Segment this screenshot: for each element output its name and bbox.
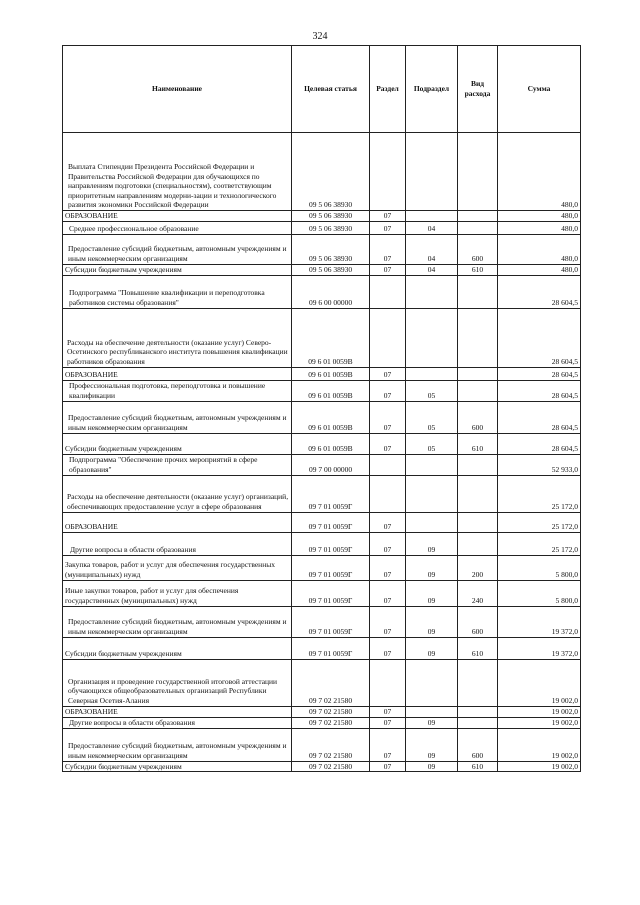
row-expense-type: 610 bbox=[458, 761, 498, 772]
row-name: Закупка товаров, работ и услуг для обеспечения государственных (муниципальных) нужд bbox=[63, 555, 292, 580]
row-name: Предоставление субсидий бюджетным, автономным учреждениям и иным некоммерческим организациям bbox=[63, 728, 292, 761]
row-sum: 28 604,5 bbox=[498, 308, 581, 367]
table-row bbox=[63, 637, 581, 659]
header-section: Раздел bbox=[370, 46, 406, 133]
row-sum: 19 372,0 bbox=[498, 606, 581, 637]
row-target: 09 6 01 0059В bbox=[292, 401, 370, 433]
table-row bbox=[63, 512, 581, 532]
row-name: Подпрограмма "Повышение квалификации и переподготовка работников системы образования" bbox=[63, 275, 292, 308]
row-target: 09 7 02 21580 bbox=[292, 728, 370, 761]
row-name: Среднее профессиональное образование bbox=[63, 221, 292, 234]
row-subsection bbox=[406, 133, 458, 211]
table-row bbox=[63, 367, 581, 380]
row-name: Субсидии бюджетным учреждениям bbox=[63, 761, 292, 772]
header-target: Целевая статья bbox=[292, 46, 370, 133]
table-row bbox=[63, 211, 581, 222]
row-expense-type: 600 bbox=[458, 401, 498, 433]
row-sum: 28 604,5 bbox=[498, 433, 581, 454]
row-name: Другие вопросы в области образования bbox=[63, 532, 292, 555]
row-section: 07 bbox=[370, 211, 406, 222]
row-sum: 480,0 bbox=[498, 133, 581, 211]
row-sum: 28 604,5 bbox=[498, 380, 581, 401]
row-name: Предоставление субсидий бюджетным, автономным учреждениям и иным некоммерческим организациям bbox=[63, 234, 292, 264]
row-subsection bbox=[406, 659, 458, 706]
row-subsection: 09 bbox=[406, 606, 458, 637]
row-subsection bbox=[406, 275, 458, 308]
row-subsection bbox=[406, 454, 458, 475]
row-target: 09 7 02 21580 bbox=[292, 659, 370, 706]
table-row bbox=[63, 133, 581, 211]
row-expense-type bbox=[458, 211, 498, 222]
table-row bbox=[63, 433, 581, 454]
page-number: 324 bbox=[312, 31, 328, 42]
table-header-row bbox=[63, 46, 581, 133]
table-row bbox=[63, 264, 581, 275]
header-subsection: Подраздел bbox=[406, 46, 458, 133]
row-subsection: 09 bbox=[406, 717, 458, 728]
row-sum: 25 172,0 bbox=[498, 475, 581, 512]
row-target: 09 7 01 0059Г bbox=[292, 512, 370, 532]
row-subsection: 05 bbox=[406, 433, 458, 454]
row-name: Субсидии бюджетным учреждениям bbox=[63, 433, 292, 454]
row-section: 07 bbox=[370, 555, 406, 580]
table-row bbox=[63, 606, 581, 637]
row-sum: 19 002,0 bbox=[498, 706, 581, 717]
row-name: Иные закупки товаров, работ и услуг для обеспечения государственных (муниципальных) нужд bbox=[63, 580, 292, 606]
row-target: 09 6 01 0059В bbox=[292, 380, 370, 401]
row-section bbox=[370, 133, 406, 211]
row-subsection: 04 bbox=[406, 221, 458, 234]
row-subsection bbox=[406, 512, 458, 532]
table-row bbox=[63, 555, 581, 580]
row-expense-type bbox=[458, 308, 498, 367]
row-name: ОБРАЗОВАНИЕ bbox=[63, 512, 292, 532]
row-sum: 480,0 bbox=[498, 264, 581, 275]
row-expense-type: 610 bbox=[458, 433, 498, 454]
table-row bbox=[63, 221, 581, 234]
row-name: Субсидии бюджетным учреждениям bbox=[63, 264, 292, 275]
table-row bbox=[63, 761, 581, 772]
row-target: 09 7 01 0059Г bbox=[292, 555, 370, 580]
row-section: 07 bbox=[370, 234, 406, 264]
row-subsection bbox=[406, 308, 458, 367]
row-section: 07 bbox=[370, 606, 406, 637]
row-section: 07 bbox=[370, 761, 406, 772]
row-name: Выплата Стипендии Президента Российской Федерации и Правительства Российской Федерации для обучающихся по направлениям подготовки (специальностям), соответствующим приоритетным направлениям модерни-зации и технологического развития экономики Российской Федерации bbox=[63, 133, 292, 211]
row-subsection: 09 bbox=[406, 761, 458, 772]
row-expense-type: 610 bbox=[458, 264, 498, 275]
row-target: 09 7 02 21580 bbox=[292, 761, 370, 772]
row-sum: 28 604,5 bbox=[498, 401, 581, 433]
row-sum: 19 002,0 bbox=[498, 728, 581, 761]
row-target: 09 7 02 21580 bbox=[292, 706, 370, 717]
row-subsection bbox=[406, 367, 458, 380]
row-target: 09 7 01 0059Г bbox=[292, 606, 370, 637]
row-section: 07 bbox=[370, 532, 406, 555]
row-expense-type bbox=[458, 532, 498, 555]
row-target: 09 7 00 00000 bbox=[292, 454, 370, 475]
row-expense-type: 600 bbox=[458, 728, 498, 761]
table-row bbox=[63, 308, 581, 367]
row-section: 07 bbox=[370, 512, 406, 532]
row-section: 07 bbox=[370, 264, 406, 275]
row-section bbox=[370, 454, 406, 475]
row-expense-type bbox=[458, 133, 498, 211]
row-sum: 28 604,5 bbox=[498, 367, 581, 380]
row-name: Другие вопросы в области образования bbox=[63, 717, 292, 728]
table-row bbox=[63, 275, 581, 308]
row-target: 09 7 01 0059Г bbox=[292, 580, 370, 606]
row-section: 07 bbox=[370, 637, 406, 659]
row-sum: 5 800,0 bbox=[498, 555, 581, 580]
header-name: Наименование bbox=[63, 46, 292, 133]
row-section: 07 bbox=[370, 221, 406, 234]
row-subsection: 09 bbox=[406, 532, 458, 555]
row-expense-type bbox=[458, 275, 498, 308]
row-subsection bbox=[406, 475, 458, 512]
row-expense-type bbox=[458, 512, 498, 532]
row-subsection: 04 bbox=[406, 264, 458, 275]
row-name: Подпрограмма "Обеспечение прочих мероприятий в сфере образования" bbox=[63, 454, 292, 475]
row-sum: 19 372,0 bbox=[498, 637, 581, 659]
table-row bbox=[63, 659, 581, 706]
row-target: 09 6 00 00000 bbox=[292, 275, 370, 308]
row-section: 07 bbox=[370, 717, 406, 728]
row-expense-type bbox=[458, 380, 498, 401]
table-row bbox=[63, 475, 581, 512]
header-sum: Сумма bbox=[498, 46, 581, 133]
row-sum: 52 933,0 bbox=[498, 454, 581, 475]
row-section bbox=[370, 275, 406, 308]
row-expense-type bbox=[458, 367, 498, 380]
row-subsection: 04 bbox=[406, 234, 458, 264]
table-row bbox=[63, 532, 581, 555]
row-name: Предоставление субсидий бюджетным, автономным учреждениям и иным некоммерческим организациям bbox=[63, 401, 292, 433]
row-sum: 25 172,0 bbox=[498, 512, 581, 532]
row-section: 07 bbox=[370, 728, 406, 761]
row-expense-type bbox=[458, 659, 498, 706]
row-section: 07 bbox=[370, 401, 406, 433]
row-section bbox=[370, 659, 406, 706]
table-row bbox=[63, 728, 581, 761]
row-sum: 480,0 bbox=[498, 234, 581, 264]
row-name: ОБРАЗОВАНИЕ bbox=[63, 367, 292, 380]
table-row bbox=[63, 717, 581, 728]
row-name: Организация и проведение государственной итоговой аттестации обучающихся общеобразовательных организаций Республики Северная Осетия-Алания bbox=[63, 659, 292, 706]
row-expense-type: 600 bbox=[458, 234, 498, 264]
table-body bbox=[63, 133, 581, 772]
row-expense-type: 240 bbox=[458, 580, 498, 606]
row-subsection: 05 bbox=[406, 380, 458, 401]
row-expense-type bbox=[458, 221, 498, 234]
row-sum: 5 800,0 bbox=[498, 580, 581, 606]
row-target: 09 7 01 0059Г bbox=[292, 532, 370, 555]
table-row bbox=[63, 706, 581, 717]
row-expense-type: 610 bbox=[458, 637, 498, 659]
row-target: 09 5 06 38930 bbox=[292, 221, 370, 234]
row-sum: 25 172,0 bbox=[498, 532, 581, 555]
budget-table bbox=[62, 45, 581, 772]
row-subsection: 09 bbox=[406, 555, 458, 580]
row-subsection: 09 bbox=[406, 637, 458, 659]
row-name: Расходы на обеспечение деятельности (оказание услуг) Северо-Осетинского республиканского института повышения квалификации работников образования bbox=[63, 308, 292, 367]
row-section bbox=[370, 475, 406, 512]
table-row bbox=[63, 234, 581, 264]
row-expense-type: 600 bbox=[458, 606, 498, 637]
row-subsection: 09 bbox=[406, 728, 458, 761]
row-expense-type: 200 bbox=[458, 555, 498, 580]
row-expense-type bbox=[458, 454, 498, 475]
row-section: 07 bbox=[370, 380, 406, 401]
row-sum: 480,0 bbox=[498, 221, 581, 234]
table-row bbox=[63, 454, 581, 475]
row-sum: 19 002,0 bbox=[498, 717, 581, 728]
row-target: 09 7 02 21580 bbox=[292, 717, 370, 728]
row-sum: 480,0 bbox=[498, 211, 581, 222]
row-target: 09 7 01 0059Г bbox=[292, 475, 370, 512]
row-subsection: 09 bbox=[406, 580, 458, 606]
table-row bbox=[63, 380, 581, 401]
row-name: Профессиональная подготовка, переподготовка и повышение квалификации bbox=[63, 380, 292, 401]
row-target: 09 7 01 0059Г bbox=[292, 637, 370, 659]
row-sum: 19 002,0 bbox=[498, 659, 581, 706]
table-row bbox=[63, 580, 581, 606]
row-target: 09 5 06 38930 bbox=[292, 133, 370, 211]
row-name: Расходы на обеспечение деятельности (оказание услуг) организаций, обеспечивающих предоставление услуг в сфере образования bbox=[63, 475, 292, 512]
row-subsection: 05 bbox=[406, 401, 458, 433]
row-target: 09 6 01 0059В bbox=[292, 367, 370, 380]
row-expense-type bbox=[458, 706, 498, 717]
row-section bbox=[370, 308, 406, 367]
row-target: 09 5 06 38930 bbox=[292, 264, 370, 275]
row-expense-type bbox=[458, 475, 498, 512]
row-sum: 19 002,0 bbox=[498, 761, 581, 772]
row-section: 07 bbox=[370, 433, 406, 454]
table-row bbox=[63, 401, 581, 433]
row-target: 09 6 01 0059В bbox=[292, 308, 370, 367]
row-name: ОБРАЗОВАНИЕ bbox=[63, 706, 292, 717]
row-section: 07 bbox=[370, 706, 406, 717]
row-sum: 28 604,5 bbox=[498, 275, 581, 308]
row-target: 09 6 01 0059В bbox=[292, 433, 370, 454]
row-name: Субсидии бюджетным учреждениям bbox=[63, 637, 292, 659]
row-subsection bbox=[406, 706, 458, 717]
row-target: 09 5 06 38930 bbox=[292, 234, 370, 264]
row-name: Предоставление субсидий бюджетным, автономным учреждениям и иным некоммерческим организациям bbox=[63, 606, 292, 637]
row-section: 07 bbox=[370, 580, 406, 606]
row-expense-type bbox=[458, 717, 498, 728]
row-name: ОБРАЗОВАНИЕ bbox=[63, 211, 292, 222]
row-section: 07 bbox=[370, 367, 406, 380]
row-target: 09 5 06 38930 bbox=[292, 211, 370, 222]
row-subsection bbox=[406, 211, 458, 222]
header-expense-type: Вид расхода bbox=[458, 46, 498, 133]
